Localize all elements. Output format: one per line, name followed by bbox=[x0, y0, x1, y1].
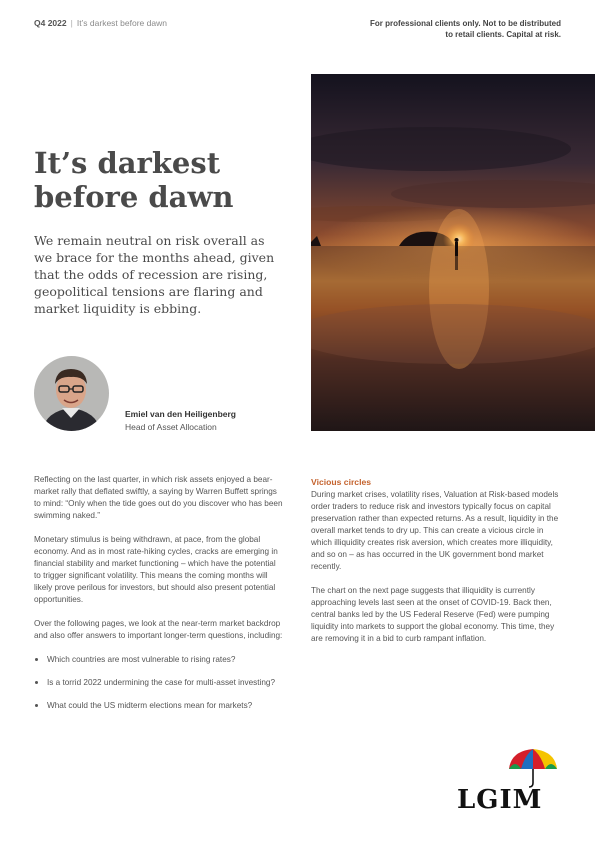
sunset-photo bbox=[311, 74, 595, 431]
paragraph: During market crises, volatility rises, Valuation at Risk-based models order traders to reduce risk and investors typically focus on capital preservation rather than expected returns. As a result, liquidity in the overall market tends to dry up. This can create a vicious circle in which illiquidity creates risk aversion, which creates more illiquidity, and so on – as has occurred in the UK government bond market recently. bbox=[311, 490, 559, 571]
header-quarter: Q4 2022 bbox=[34, 18, 67, 28]
paragraph: The chart on the next page suggests that illiquidity is currently approaching levels last seen at the onset of COVID-19. Back then, central banks led by the US Federal Reserve (Fed) were pumping liquidity into markets to support the global economy. This time, they are removing it in a bid to curb rampant inflation. bbox=[311, 586, 555, 643]
header-title: It’s darkest before dawn bbox=[76, 18, 167, 28]
right-column bbox=[311, 476, 561, 657]
lgim-logo bbox=[455, 745, 565, 815]
list-item: Which countries are most vulnerable to rising rates? bbox=[34, 654, 284, 666]
author-portrait bbox=[34, 356, 109, 431]
left-column bbox=[34, 474, 284, 723]
disclaimer: For professional clients only. Not to be distributed to retail clients. Capital at risk. bbox=[370, 19, 561, 39]
page-title bbox=[34, 146, 294, 214]
question-list bbox=[34, 654, 284, 712]
header-separator: | bbox=[70, 18, 73, 28]
umbrella-icon bbox=[505, 745, 561, 789]
header-breadcrumb bbox=[34, 18, 167, 28]
sunset-beach-image bbox=[311, 74, 595, 431]
paragraph: Monetary stimulus is being withdrawn, at pace, from the global economy. And as in most rate-hiking cycles, cracks are emerging in financial stability and market functioning – which have the potential to trigger significant volatility. This means the coming months will likely prove perilous for investors, but should also present potential opportunities. bbox=[34, 535, 278, 604]
logo-text: LGIM bbox=[457, 785, 543, 815]
list-item: What could the US midterm elections mean for markets? bbox=[34, 700, 284, 712]
section-heading: Vicious circles bbox=[311, 477, 372, 487]
author-role: Head of Asset Allocation bbox=[125, 422, 217, 432]
author-name: Emiel van den Heiligenberg bbox=[125, 409, 237, 419]
paragraph: Over the following pages, we look at the near-term market backdrop and also offer answers to important longer-term questions, including: bbox=[34, 619, 283, 640]
paragraph: Reflecting on the last quarter, in which risk assets enjoyed a bear-market rally that deflated swiftly, a saying by Warren Buffett springs to mind: “Only when the tide goes out do you discover who has been swimming naked.” bbox=[34, 475, 283, 520]
list-item: Is a torrid 2022 undermining the case for multi-asset investing? bbox=[34, 677, 284, 689]
intro-text: We remain neutral on risk overall as we brace for the months ahead, given that the odds of recession are rising, geopolitical tensions are flaring and market liquidity is ebbing. bbox=[34, 233, 275, 316]
page-title-line-1: It’s darkest bbox=[34, 146, 221, 180]
author-avatar bbox=[34, 356, 109, 431]
page-title-line-2: before dawn bbox=[34, 180, 234, 214]
